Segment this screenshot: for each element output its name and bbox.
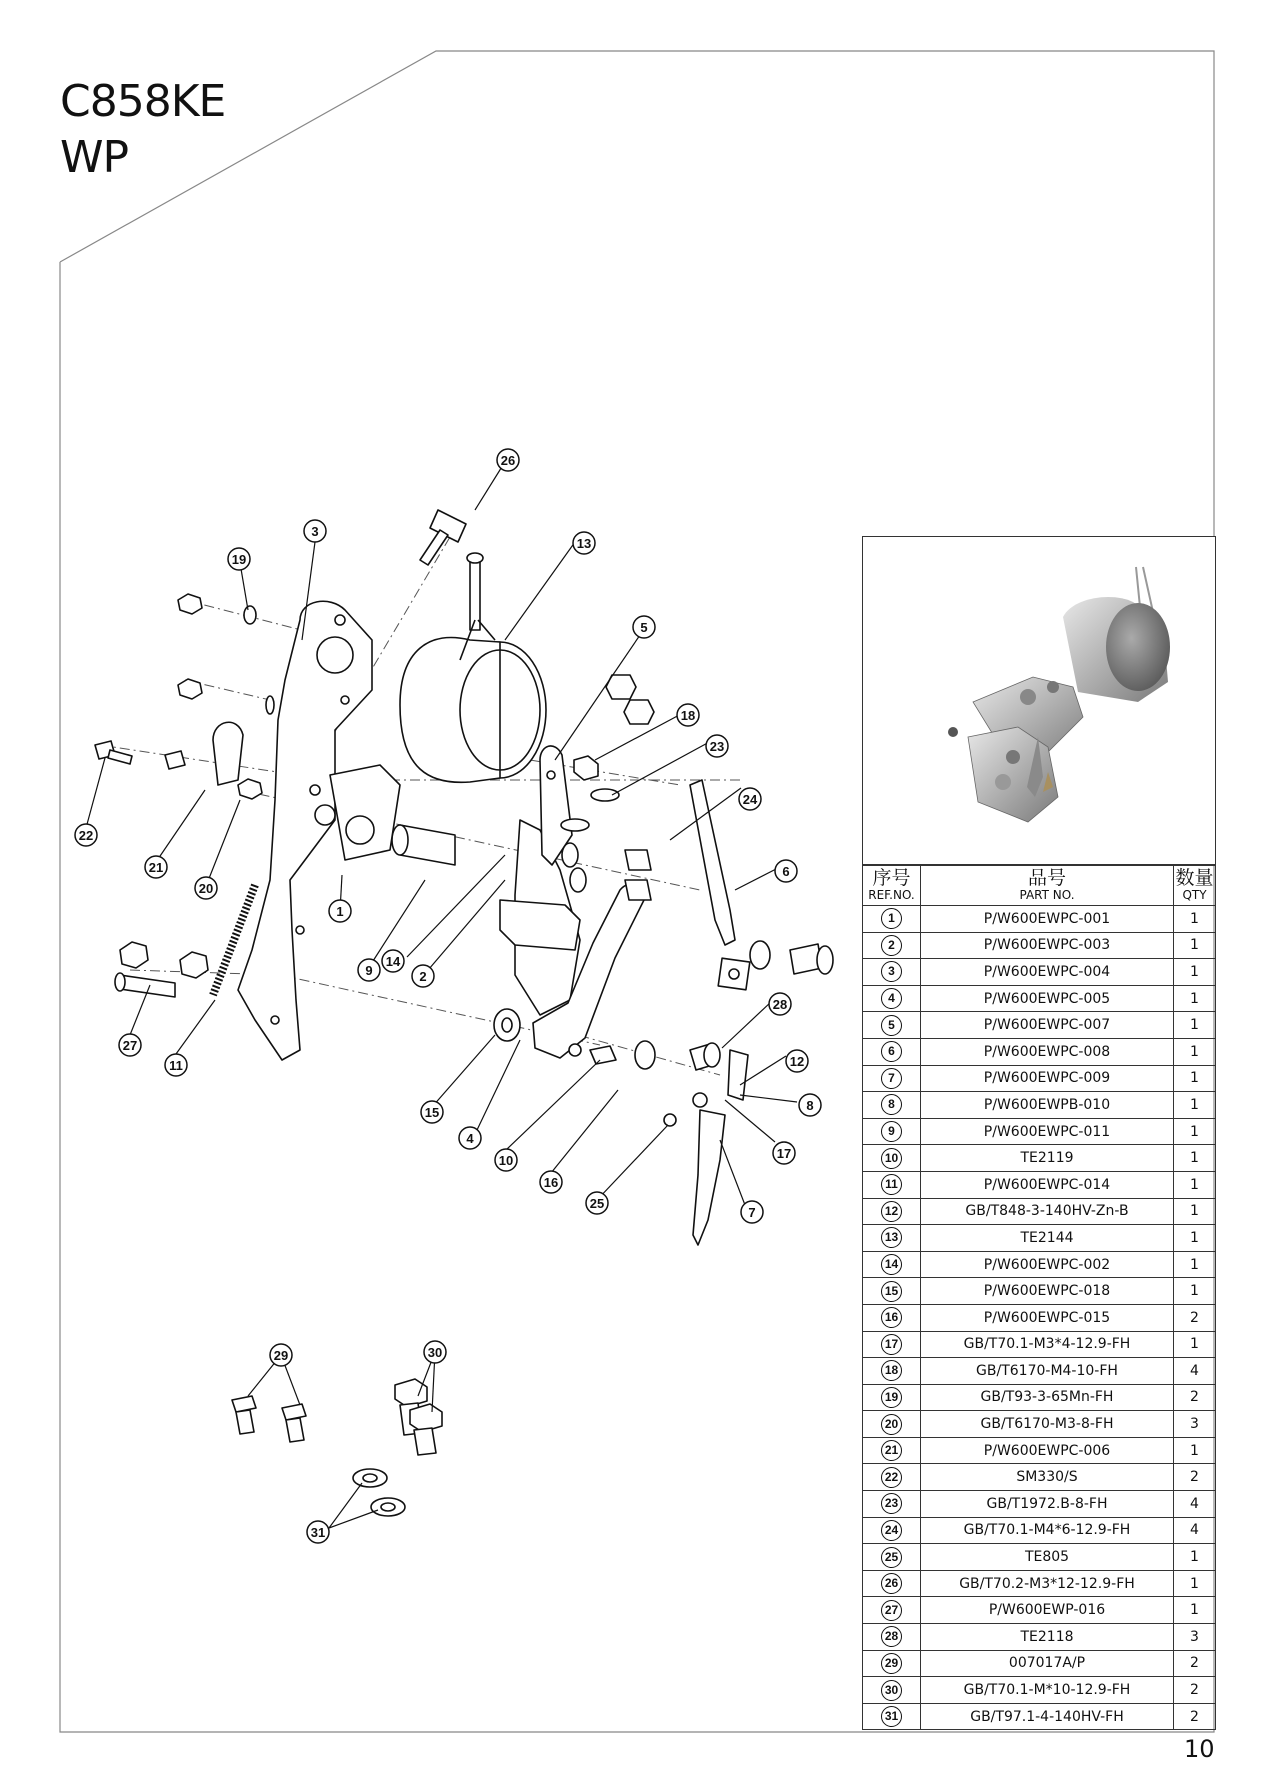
svg-text:9: 9 [365,963,373,978]
page-number: 10 [1184,1735,1215,1763]
table-row [863,1278,1216,1305]
svg-text:26: 26 [500,453,516,468]
svg-text:14: 14 [385,954,401,969]
table-row [863,1411,1216,1438]
table-header-row [863,865,1216,906]
callout-11 [165,1054,187,1076]
callout-7 [741,1201,763,1223]
ref-number-badge: 3 [881,961,902,982]
qty-cell: 2 [1174,1384,1216,1411]
ref-number-badge: 9 [881,1121,902,1142]
callout-21 [145,856,167,878]
table-row [863,932,1216,959]
part-number-cell: GB/T6170-M3-8-FH [921,1411,1174,1438]
qty-cell: 1 [1174,906,1216,933]
svg-text:30: 30 [427,1345,443,1360]
ref-cell [863,1517,921,1544]
svg-text:6: 6 [782,864,790,879]
ref-number-badge: 2 [881,935,902,956]
qty-cell: 3 [1174,1411,1216,1438]
part-number-cell: GB/T97.1-4-140HV-FH [921,1703,1174,1730]
callout-6 [775,860,797,882]
ref-cell [863,1677,921,1704]
ref-cell [863,1171,921,1198]
callout-13 [573,532,595,554]
table-row [863,1624,1216,1651]
svg-text:15: 15 [424,1105,440,1120]
qty-cell: 1 [1174,1251,1216,1278]
qty-cell: 1 [1174,985,1216,1012]
parts-list-table [862,864,1216,1730]
ref-number-badge: 19 [881,1387,902,1408]
svg-text:20: 20 [198,881,214,896]
part-number-cell: P/W600EWPC-006 [921,1437,1174,1464]
header-ref-no: 序号 REF.NO. [863,865,921,906]
ref-number-badge: 13 [881,1227,902,1248]
svg-text:17: 17 [776,1146,792,1161]
table-row [863,1092,1216,1119]
ref-cell [863,1624,921,1651]
part-number-cell: 007017A/P [921,1650,1174,1677]
qty-cell: 1 [1174,1198,1216,1225]
qty-cell: 1 [1174,1118,1216,1145]
ref-number-badge: 31 [881,1706,902,1727]
callout-31 [307,1521,329,1543]
part-number-cell: P/W600EWPC-003 [921,932,1174,959]
part-number-cell: P/W600EWP-016 [921,1597,1174,1624]
part-number-cell: GB/T6170-M4-10-FH [921,1358,1174,1385]
table-row [863,1703,1216,1730]
svg-text:18: 18 [680,708,696,723]
ref-cell [863,1437,921,1464]
table-row [863,1171,1216,1198]
svg-text:7: 7 [748,1205,756,1220]
callout-26 [497,449,519,471]
ref-number-badge: 27 [881,1600,902,1621]
ref-cell [863,1092,921,1119]
table-row [863,985,1216,1012]
callout-18 [677,704,699,726]
svg-text:19: 19 [231,552,247,567]
table-row [863,1251,1216,1278]
ref-cell [863,1065,921,1092]
qty-cell: 2 [1174,1650,1216,1677]
ref-cell [863,1491,921,1518]
ref-number-badge: 15 [881,1281,902,1302]
part-number-cell: P/W600EWPC-008 [921,1038,1174,1065]
ref-number-badge: 10 [881,1148,902,1169]
table-row [863,1145,1216,1172]
qty-cell: 1 [1174,1437,1216,1464]
qty-cell: 4 [1174,1358,1216,1385]
svg-text:16: 16 [543,1175,559,1190]
table-row [863,1038,1216,1065]
table-row [863,1597,1216,1624]
part-number-cell: GB/T1972.B-8-FH [921,1491,1174,1518]
ref-number-badge: 25 [881,1547,902,1568]
svg-text:13: 13 [576,536,592,551]
qty-cell: 4 [1174,1517,1216,1544]
table-row [863,1118,1216,1145]
table-row [863,1065,1216,1092]
table-row [863,1331,1216,1358]
qty-cell: 2 [1174,1464,1216,1491]
ref-number-badge: 11 [881,1174,902,1195]
callout-9 [358,959,380,981]
part-number-cell: P/W600EWPC-004 [921,959,1174,986]
callout-1 [329,900,351,922]
svg-text:24: 24 [742,792,758,807]
ref-number-badge: 5 [881,1015,902,1036]
svg-text:1: 1 [336,904,344,919]
ref-cell [863,1544,921,1571]
ref-cell [863,1225,921,1252]
qty-cell: 2 [1174,1304,1216,1331]
ref-number-badge: 7 [881,1068,902,1089]
part-number-cell: TE2119 [921,1145,1174,1172]
ref-number-badge: 29 [881,1653,902,1674]
table-row [863,1650,1216,1677]
qty-cell: 4 [1174,1491,1216,1518]
part-number-cell: P/W600EWPC-015 [921,1304,1174,1331]
part-number-cell: P/W600EWPC-018 [921,1278,1174,1305]
ref-number-badge: 26 [881,1573,902,1594]
part-number-cell: SM330/S [921,1464,1174,1491]
ref-number-badge: 24 [881,1520,902,1541]
part-number-cell: GB/T70.1-M3*4-12.9-FH [921,1331,1174,1358]
part-number-cell: GB/T93-3-65Mn-FH [921,1384,1174,1411]
ref-number-badge: 4 [881,988,902,1009]
callout-29 [270,1344,292,1366]
qty-cell: 1 [1174,932,1216,959]
ref-cell [863,1411,921,1438]
model-title: C858KE [60,76,226,127]
part-number-cell: P/W600EWPC-005 [921,985,1174,1012]
svg-text:22: 22 [78,828,94,843]
ref-number-badge: 8 [881,1094,902,1115]
ref-cell [863,906,921,933]
qty-cell: 1 [1174,1570,1216,1597]
ref-cell [863,1650,921,1677]
ref-cell [863,1198,921,1225]
ref-cell [863,1384,921,1411]
qty-cell: 1 [1174,1225,1216,1252]
part-number-cell: P/W600EWPC-002 [921,1251,1174,1278]
svg-text:29: 29 [273,1348,289,1363]
callout-30 [424,1341,446,1363]
part-number-cell: P/W600EWPC-014 [921,1171,1174,1198]
svg-text:27: 27 [122,1038,138,1053]
svg-text:3: 3 [311,524,319,539]
table-row [863,1544,1216,1571]
part-number-cell: P/W600EWPC-011 [921,1118,1174,1145]
ref-cell [863,1703,921,1730]
callout-22 [75,824,97,846]
table-row [863,1384,1216,1411]
callout-12 [786,1050,808,1072]
svg-text:21: 21 [148,860,164,875]
table-row [863,1677,1216,1704]
qty-cell: 1 [1174,1597,1216,1624]
ref-number-badge: 28 [881,1626,902,1647]
callout-10 [495,1149,517,1171]
part-number-cell: TE805 [921,1544,1174,1571]
table-row [863,1225,1216,1252]
svg-text:12: 12 [789,1054,805,1069]
part-number-cell: P/W600EWPC-009 [921,1065,1174,1092]
ref-number-badge: 12 [881,1201,902,1222]
callout-27 [119,1034,141,1056]
ref-cell [863,1012,921,1039]
callout-4 [459,1127,481,1149]
callout-20 [195,877,217,899]
ref-number-badge: 23 [881,1493,902,1514]
part-number-cell: GB/T70.1-M4*6-12.9-FH [921,1517,1174,1544]
qty-cell: 1 [1174,1544,1216,1571]
qty-cell: 2 [1174,1677,1216,1704]
qty-cell: 1 [1174,1145,1216,1172]
ref-cell [863,1118,921,1145]
ref-number-badge: 20 [881,1414,902,1435]
callout-28 [769,993,791,1015]
ref-number-badge: 14 [881,1254,902,1275]
callout-5 [633,616,655,638]
callout-24 [739,788,761,810]
table-row [863,1464,1216,1491]
ref-cell [863,1304,921,1331]
qty-cell: 1 [1174,1038,1216,1065]
table-row [863,1491,1216,1518]
ref-cell [863,985,921,1012]
table-row [863,1517,1216,1544]
ref-number-badge: 18 [881,1360,902,1381]
callout-19 [228,548,250,570]
ref-number-badge: 21 [881,1440,902,1461]
table-row [863,1304,1216,1331]
ref-number-badge: 17 [881,1334,902,1355]
ref-number-badge: 16 [881,1307,902,1328]
svg-text:11: 11 [169,1058,183,1073]
callout-16 [540,1171,562,1193]
header-part-no: 品号 PART NO. [921,865,1174,906]
part-number-cell: TE2144 [921,1225,1174,1252]
svg-text:10: 10 [498,1153,514,1168]
part-number-cell: P/W600EWPB-010 [921,1092,1174,1119]
svg-text:31: 31 [310,1525,326,1540]
callout-14 [382,950,404,972]
svg-text:4: 4 [466,1131,474,1146]
callout-15 [421,1101,443,1123]
svg-text:23: 23 [709,739,725,754]
callout-17 [773,1142,795,1164]
ref-cell [863,1251,921,1278]
part-number-cell: GB/T70.2-M3*12-12.9-FH [921,1570,1174,1597]
ref-cell [863,1358,921,1385]
ref-number-badge: 1 [881,908,902,929]
qty-cell: 1 [1174,1065,1216,1092]
qty-cell: 1 [1174,1171,1216,1198]
ref-cell [863,1038,921,1065]
table-row [863,1437,1216,1464]
part-number-cell: P/W600EWPC-007 [921,1012,1174,1039]
ref-cell [863,932,921,959]
callout-23 [706,735,728,757]
table-row [863,1570,1216,1597]
svg-text:2: 2 [419,969,427,984]
qty-cell: 1 [1174,959,1216,986]
ref-cell [863,1570,921,1597]
table-row [863,906,1216,933]
svg-text:5: 5 [640,620,648,635]
ref-cell [863,1145,921,1172]
part-number-cell: GB/T848-3-140HV-Zn-B [921,1198,1174,1225]
callout-25 [586,1192,608,1214]
ref-cell [863,1278,921,1305]
callout-2 [412,965,434,987]
variant-title: WP [60,132,129,183]
table-row [863,1358,1216,1385]
qty-cell: 1 [1174,1331,1216,1358]
callout-3 [304,520,326,542]
header-qty: 数量 QTY [1174,865,1216,906]
ref-cell [863,1331,921,1358]
table-row [863,959,1216,986]
product-photo [862,536,1216,866]
qty-cell: 2 [1174,1703,1216,1730]
part-number-cell: P/W600EWPC-001 [921,906,1174,933]
table-row [863,1198,1216,1225]
part-number-cell: GB/T70.1-M*10-12.9-FH [921,1677,1174,1704]
svg-text:28: 28 [772,997,788,1012]
qty-cell: 1 [1174,1012,1216,1039]
callout-8 [799,1094,821,1116]
part-number-cell: TE2118 [921,1624,1174,1651]
ref-number-badge: 22 [881,1467,902,1488]
ref-cell [863,959,921,986]
assembly-render-image [863,537,1215,865]
table-row [863,1012,1216,1039]
qty-cell: 1 [1174,1278,1216,1305]
qty-cell: 3 [1174,1624,1216,1651]
ref-number-badge: 30 [881,1680,902,1701]
ref-number-badge: 6 [881,1041,902,1062]
qty-cell: 1 [1174,1092,1216,1119]
ref-cell [863,1464,921,1491]
svg-text:25: 25 [589,1196,605,1211]
svg-text:8: 8 [806,1098,814,1113]
ref-cell [863,1597,921,1624]
